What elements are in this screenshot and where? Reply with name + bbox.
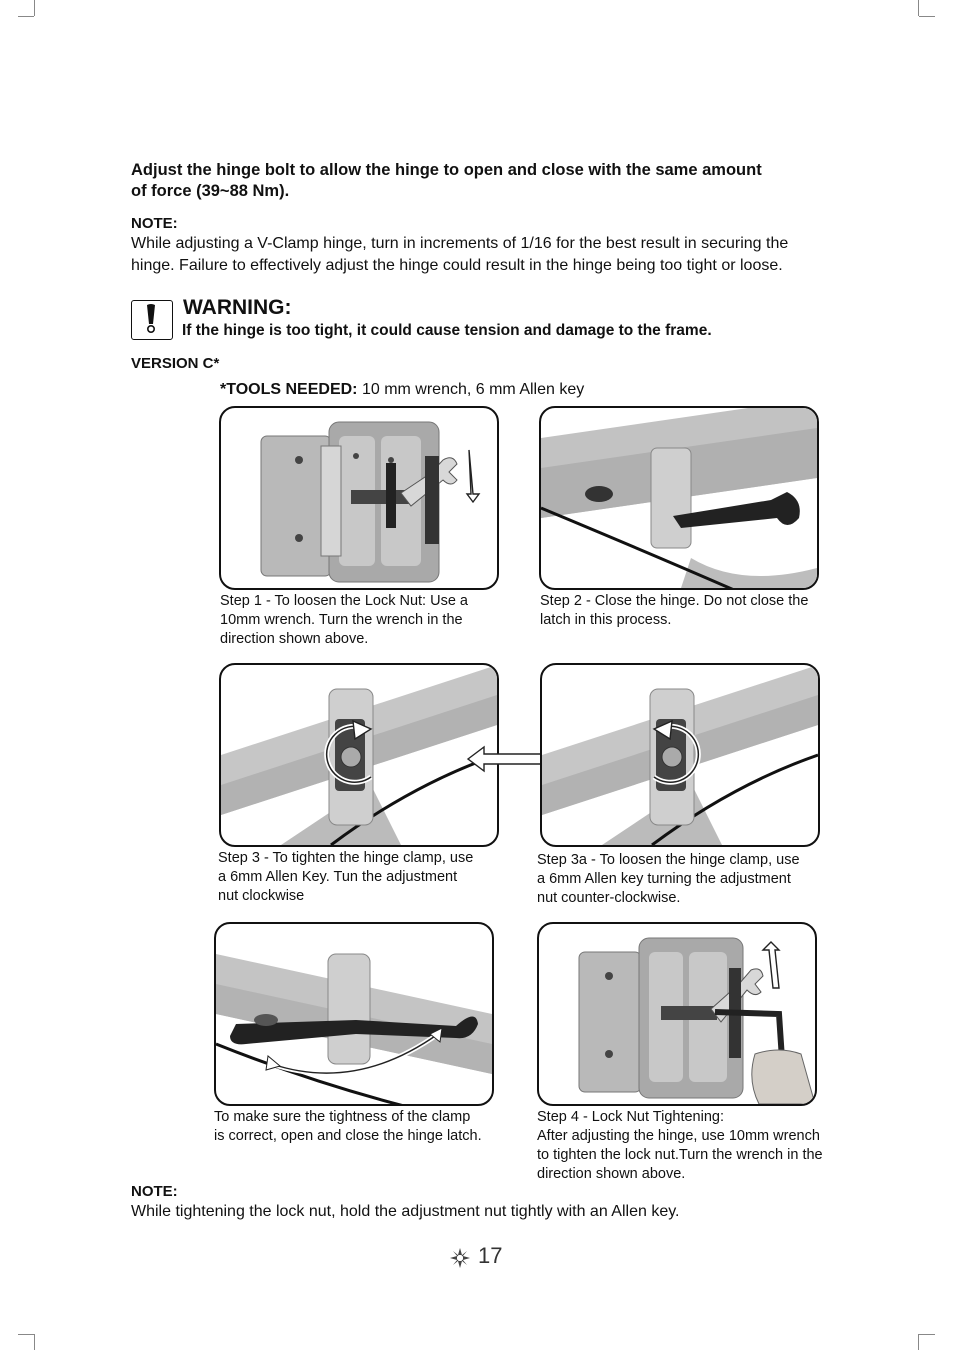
step3-illustration <box>219 663 499 847</box>
warning-text: If the hinge is too tight, it could cause tension and damage to the frame. <box>182 322 712 339</box>
step1-illustration <box>219 406 499 590</box>
intro-instruction <box>131 160 831 202</box>
note-text: While tightening the lock nut, hold the adjustment nut tightly with an Allen key. <box>131 1203 680 1220</box>
caption-line: nut counter-clockwise. <box>537 890 681 906</box>
note-line: hinge. Failure to effectively adjust the hinge could result in the hinge being too tight or loose. <box>131 257 783 274</box>
tools-needed <box>220 381 584 399</box>
step2-illustration <box>539 406 819 590</box>
caption-line: is correct, open and close the hinge latch. <box>214 1128 482 1144</box>
caption-line: a 6mm Allen Key. Tun the adjustment <box>218 869 458 885</box>
page-number: 17 <box>478 1243 503 1268</box>
note-line: While adjusting a V-Clamp hinge, turn in increments of 1/16 for the best result in securing the <box>131 235 789 252</box>
caption-line: nut clockwise <box>218 888 305 904</box>
crop-mark <box>918 1334 919 1350</box>
caption-line: direction shown above. <box>220 631 369 647</box>
note-heading: NOTE: <box>131 215 178 232</box>
note-text <box>131 233 851 277</box>
warning-title: WARNING: <box>183 296 292 319</box>
crop-mark <box>919 1334 935 1335</box>
step4-illustration <box>537 922 817 1106</box>
latch-check-illustration <box>214 922 494 1106</box>
intro-line: Adjust the hinge bolt to allow the hinge to open and close with the same amount <box>131 161 762 179</box>
caption-line: After adjusting the hinge, use 10mm wrench <box>537 1128 820 1144</box>
caption-line: direction shown above. <box>537 1166 686 1182</box>
caption-line: Step 1 - To loosen the Lock Nut: Use a <box>220 593 468 609</box>
crop-mark <box>18 1334 34 1335</box>
step1-caption <box>220 592 468 649</box>
crop-mark <box>918 0 919 16</box>
caption-line: latch in this process. <box>540 612 672 628</box>
caption-line: 10mm wrench. Turn the wrench in the <box>220 612 463 628</box>
tools-value: 10 mm wrench, 6 mm Allen key <box>357 381 585 398</box>
caption-line: To make sure the tightness of the clamp <box>214 1109 471 1125</box>
caption-line: Step 4 - Lock Nut Tightening: <box>537 1109 724 1125</box>
step3a-illustration <box>540 663 820 847</box>
tools-label: *TOOLS NEEDED: <box>220 381 358 398</box>
caption-line: Step 2 - Close the hinge. Do not close the <box>540 593 809 609</box>
brand-logo-icon <box>449 1247 471 1269</box>
step3a-caption <box>537 851 800 908</box>
version-label: VERSION C* <box>131 355 220 372</box>
crop-mark <box>34 0 35 16</box>
crop-mark <box>919 16 935 17</box>
caption-line: Step 3a - To loosen the hinge clamp, use <box>537 852 800 868</box>
caption-line: to tighten the lock nut.Turn the wrench in the <box>537 1147 823 1163</box>
caption-line: Step 3 - To tighten the hinge clamp, use <box>218 850 474 866</box>
step3-caption <box>218 849 473 906</box>
exclamation-warning-icon <box>131 300 173 340</box>
intro-line: of force (39~88 Nm). <box>131 182 290 200</box>
step4-caption <box>537 1108 823 1184</box>
note-heading: NOTE: <box>131 1183 178 1200</box>
step2-caption <box>540 592 808 630</box>
latch-check-caption <box>214 1108 482 1146</box>
caption-line: a 6mm Allen key turning the adjustment <box>537 871 791 887</box>
crop-mark <box>34 1334 35 1350</box>
crop-mark <box>18 16 34 17</box>
